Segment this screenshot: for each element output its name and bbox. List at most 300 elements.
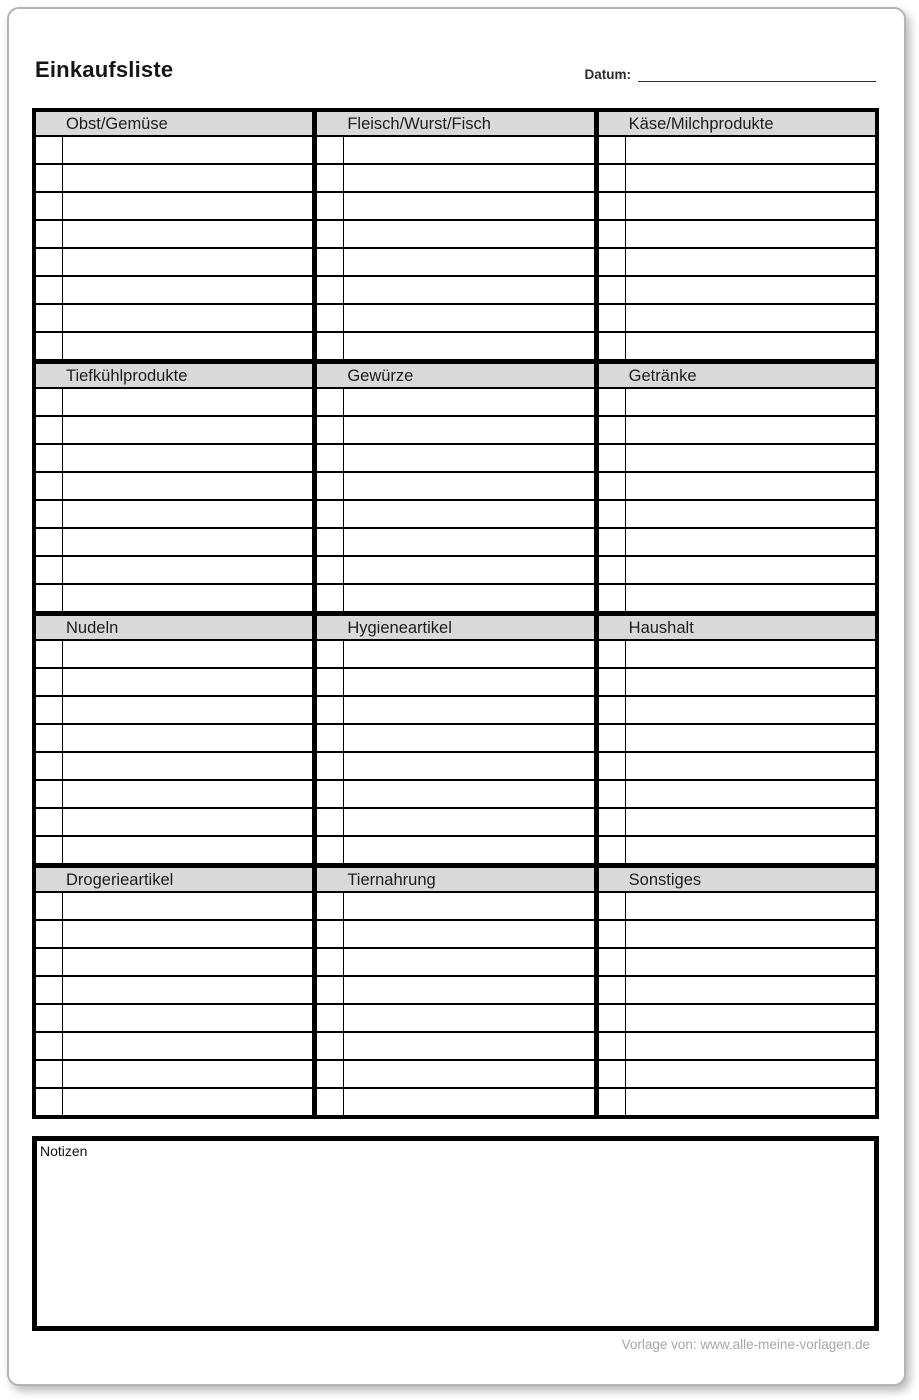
checkbox-cell[interactable] [36,753,63,779]
item-cell[interactable] [344,137,593,163]
checkbox-cell[interactable] [36,193,63,219]
checkbox-cell[interactable] [317,501,344,527]
checkbox-cell[interactable] [317,249,344,275]
item-cell[interactable] [344,557,593,583]
item-cell[interactable] [63,445,312,471]
checkbox-cell[interactable] [317,977,344,1003]
list-row [36,557,312,585]
item-cell[interactable] [344,445,593,471]
notes-area[interactable] [37,1159,874,1319]
checkbox-cell[interactable] [599,137,626,163]
checkbox-cell[interactable] [599,445,626,471]
list-row [599,753,875,781]
list-row [317,977,593,1005]
checkbox-cell[interactable] [317,669,344,695]
item-cell[interactable] [626,641,875,667]
item-cell[interactable] [63,725,312,751]
checkbox-cell[interactable] [36,585,63,611]
date-label: Datum: [584,67,631,82]
list-row [36,277,312,305]
category-block [36,616,875,863]
checkbox-cell[interactable] [36,165,63,191]
item-cell[interactable] [626,557,875,583]
list-row [36,893,312,921]
list-row [599,529,875,557]
item-cell[interactable] [626,949,875,975]
list-row [36,445,312,473]
list-row [317,893,593,921]
item-cell[interactable] [626,501,875,527]
checkbox-cell[interactable] [599,837,626,863]
category-header: Hygieneartikel [317,616,593,641]
checkbox-cell[interactable] [599,641,626,667]
list-row [317,697,593,725]
list-row [599,1033,875,1061]
checkbox-cell[interactable] [36,669,63,695]
checkbox-cell[interactable] [317,445,344,471]
list-row [599,445,875,473]
category-header: Tiefkühlprodukte [36,364,312,389]
item-cell[interactable] [344,921,593,947]
checkbox-cell[interactable] [599,501,626,527]
item-cell[interactable] [626,333,875,359]
checkbox-cell[interactable] [36,977,63,1003]
checkbox-cell[interactable] [599,529,626,555]
checkbox-cell[interactable] [317,1089,344,1115]
checkbox-cell[interactable] [599,893,626,919]
list-row [599,473,875,501]
page-content [9,9,904,1352]
checkbox-cell[interactable] [599,389,626,415]
checkbox-cell[interactable] [36,557,63,583]
item-cell[interactable] [344,697,593,723]
checkbox-cell[interactable] [599,949,626,975]
list-row [599,893,875,921]
checkbox-cell[interactable] [36,1061,63,1087]
checkbox-cell[interactable] [317,837,344,863]
item-cell[interactable] [344,305,593,331]
list-row [317,1033,593,1061]
item-cell[interactable] [63,389,312,415]
item-cell[interactable] [63,1033,312,1059]
item-cell[interactable] [344,333,593,359]
item-cell[interactable] [344,165,593,191]
item-cell[interactable] [626,137,875,163]
item-cell[interactable] [344,641,593,667]
category-header: Getränke [599,364,875,389]
list-row [36,249,312,277]
checkbox-cell[interactable] [599,697,626,723]
item-cell[interactable] [63,1061,312,1087]
item-cell[interactable] [626,305,875,331]
list-row [317,809,593,837]
item-cell[interactable] [63,165,312,191]
item-cell[interactable] [63,193,312,219]
item-cell[interactable] [63,781,312,807]
list-row [317,641,593,669]
checkbox-cell[interactable] [599,585,626,611]
checkbox-cell[interactable] [317,1061,344,1087]
list-row [599,725,875,753]
item-cell[interactable] [344,809,593,835]
item-cell[interactable] [626,893,875,919]
item-cell[interactable] [63,333,312,359]
list-row [599,165,875,193]
checkbox-cell[interactable] [36,473,63,499]
list-row [599,949,875,977]
checkbox-cell[interactable] [599,305,626,331]
category-section [317,112,593,359]
list-row [599,669,875,697]
item-cell[interactable] [344,753,593,779]
list-row [36,697,312,725]
checkbox-cell[interactable] [36,1089,63,1115]
list-row [599,193,875,221]
checkbox-cell[interactable] [36,389,63,415]
item-cell[interactable] [344,977,593,1003]
checkbox-cell[interactable] [599,1005,626,1031]
item-cell[interactable] [63,669,312,695]
list-row [317,249,593,277]
item-cell[interactable] [63,529,312,555]
item-cell[interactable] [63,921,312,947]
checkbox-cell[interactable] [599,1033,626,1059]
item-cell[interactable] [344,221,593,247]
checkbox-cell[interactable] [317,193,344,219]
list-row [317,837,593,863]
item-cell[interactable] [626,389,875,415]
checkbox-cell[interactable] [599,193,626,219]
checkbox-cell[interactable] [317,305,344,331]
category-section [599,112,875,359]
checkbox-cell[interactable] [599,921,626,947]
list-row [317,725,593,753]
list-row [36,529,312,557]
list-row [317,529,593,557]
category-block [36,868,875,1115]
list-row [317,1005,593,1033]
category-header: Haushalt [599,616,875,641]
item-cell[interactable] [344,585,593,611]
list-row [36,333,312,359]
list-row [317,389,593,417]
list-row [36,221,312,249]
checkbox-cell[interactable] [36,333,63,359]
checkbox-cell[interactable] [317,753,344,779]
checkbox-cell[interactable] [36,781,63,807]
list-row [36,921,312,949]
item-cell[interactable] [344,1089,593,1115]
item-cell[interactable] [63,557,312,583]
list-row [317,585,593,611]
list-row [36,977,312,1005]
notes-box [32,1136,879,1331]
item-cell[interactable] [63,585,312,611]
checkbox-cell[interactable] [36,501,63,527]
item-cell[interactable] [344,837,593,863]
list-row [317,165,593,193]
checkbox-cell[interactable] [317,893,344,919]
item-cell[interactable] [626,725,875,751]
checkbox-cell[interactable] [36,949,63,975]
item-cell[interactable] [63,501,312,527]
checkbox-cell[interactable] [317,557,344,583]
checkbox-cell[interactable] [36,277,63,303]
checkbox-cell[interactable] [599,781,626,807]
checkbox-cell[interactable] [36,921,63,947]
checkbox-cell[interactable] [317,221,344,247]
item-cell[interactable] [626,585,875,611]
item-cell[interactable] [63,249,312,275]
item-cell[interactable] [344,725,593,751]
list-row [317,501,593,529]
category-section [36,112,312,359]
checkbox-cell[interactable] [599,417,626,443]
item-cell[interactable] [626,753,875,779]
checkbox-cell[interactable] [36,809,63,835]
category-section [599,616,875,863]
item-cell[interactable] [344,389,593,415]
item-cell[interactable] [344,1033,593,1059]
item-cell[interactable] [344,473,593,499]
list-row [317,193,593,221]
item-cell[interactable] [626,1005,875,1031]
list-row [36,1033,312,1061]
page-title: Einkaufsliste [35,57,174,82]
checkbox-cell[interactable] [317,1005,344,1031]
list-row [599,1061,875,1089]
item-cell[interactable] [344,529,593,555]
item-cell[interactable] [344,249,593,275]
item-cell[interactable] [344,893,593,919]
item-cell[interactable] [344,417,593,443]
checkbox-cell[interactable] [36,305,63,331]
list-row [36,389,312,417]
list-row [317,949,593,977]
item-cell[interactable] [63,1005,312,1031]
list-row [599,837,875,863]
list-row [317,921,593,949]
list-row [599,333,875,359]
list-row [36,781,312,809]
item-cell[interactable] [626,165,875,191]
category-block [36,112,875,359]
checkbox-cell[interactable] [317,725,344,751]
category-section [36,364,312,611]
checkbox-cell[interactable] [317,277,344,303]
checkbox-cell[interactable] [317,809,344,835]
checkbox-cell[interactable] [317,165,344,191]
checkbox-cell[interactable] [36,137,63,163]
item-cell[interactable] [626,781,875,807]
item-cell[interactable] [344,501,593,527]
checkbox-cell[interactable] [36,529,63,555]
checkbox-cell[interactable] [317,417,344,443]
notes-label: Notizen [40,1143,88,1159]
shopping-list-table [32,108,879,1119]
item-cell[interactable] [626,1089,875,1115]
item-cell[interactable] [344,277,593,303]
list-row [36,1089,312,1115]
list-row [599,137,875,165]
category-section [317,868,593,1115]
checkbox-cell[interactable] [36,837,63,863]
checkbox-cell[interactable] [599,977,626,1003]
item-cell[interactable] [63,893,312,919]
list-row [36,753,312,781]
checkbox-cell[interactable] [317,529,344,555]
list-row [36,641,312,669]
checkbox-cell[interactable] [599,669,626,695]
checkbox-cell[interactable] [599,725,626,751]
item-cell[interactable] [344,781,593,807]
category-header: Obst/Gemüse [36,112,312,137]
item-cell[interactable] [344,193,593,219]
checkbox-cell[interactable] [36,249,63,275]
item-cell[interactable] [344,1061,593,1087]
list-row [36,725,312,753]
checkbox-cell[interactable] [36,641,63,667]
list-row [599,417,875,445]
checkbox-cell[interactable] [317,389,344,415]
list-row [599,305,875,333]
item-cell[interactable] [63,977,312,1003]
category-section [36,616,312,863]
category-section [317,364,593,611]
item-cell[interactable] [63,277,312,303]
item-cell[interactable] [626,837,875,863]
checkbox-cell[interactable] [599,249,626,275]
checkbox-cell[interactable] [599,557,626,583]
item-cell[interactable] [626,417,875,443]
checkbox-cell[interactable] [36,221,63,247]
checkbox-cell[interactable] [599,333,626,359]
item-cell[interactable] [626,669,875,695]
list-row [36,305,312,333]
checkbox-cell[interactable] [36,893,63,919]
list-row [599,557,875,585]
list-row [599,977,875,1005]
checkbox-cell[interactable] [599,1061,626,1087]
item-cell[interactable] [626,977,875,1003]
list-row [317,277,593,305]
checkbox-cell[interactable] [599,221,626,247]
item-cell[interactable] [626,445,875,471]
list-row [599,697,875,725]
category-section [317,616,593,863]
item-cell[interactable] [626,1061,875,1087]
item-cell[interactable] [63,641,312,667]
item-cell[interactable] [63,697,312,723]
list-row [317,781,593,809]
item-cell[interactable] [63,221,312,247]
checkbox-cell[interactable] [317,949,344,975]
category-section [599,868,875,1115]
list-row [36,809,312,837]
checkbox-cell[interactable] [36,697,63,723]
category-section [36,868,312,1115]
list-row [36,501,312,529]
list-row [317,417,593,445]
item-cell[interactable] [63,809,312,835]
checkbox-cell[interactable] [317,137,344,163]
item-cell[interactable] [626,529,875,555]
list-row [36,949,312,977]
item-cell[interactable] [344,669,593,695]
item-cell[interactable] [344,1005,593,1031]
checkbox-cell[interactable] [317,1033,344,1059]
category-header: Tiernahrung [317,868,593,893]
category-header: Drogerieartikel [36,868,312,893]
list-row [599,1089,875,1115]
list-row [36,473,312,501]
item-cell[interactable] [344,949,593,975]
list-row [317,753,593,781]
checkbox-cell[interactable] [599,277,626,303]
item-cell[interactable] [63,417,312,443]
checkbox-cell[interactable] [36,1033,63,1059]
item-cell[interactable] [626,921,875,947]
item-cell[interactable] [63,305,312,331]
item-cell[interactable] [63,137,312,163]
list-row [317,1061,593,1089]
list-row [599,641,875,669]
checkbox-cell[interactable] [317,641,344,667]
item-cell[interactable] [63,837,312,863]
item-cell[interactable] [626,193,875,219]
date-field-group [585,65,877,83]
list-row [317,221,593,249]
item-cell[interactable] [63,753,312,779]
list-row [36,669,312,697]
list-row [599,501,875,529]
item-cell[interactable] [626,221,875,247]
checkbox-cell[interactable] [599,753,626,779]
category-header: Gewürze [317,364,593,389]
checkbox-cell[interactable] [317,473,344,499]
checkbox-cell[interactable] [36,725,63,751]
checkbox-cell[interactable] [36,445,63,471]
date-input-line[interactable] [638,65,876,82]
checkbox-cell[interactable] [317,921,344,947]
checkbox-cell[interactable] [317,781,344,807]
item-cell[interactable] [63,1089,312,1115]
checkbox-cell[interactable] [36,1005,63,1031]
checkbox-cell[interactable] [599,1089,626,1115]
item-cell[interactable] [626,1033,875,1059]
checkbox-cell[interactable] [599,165,626,191]
list-row [317,669,593,697]
checkbox-cell[interactable] [317,585,344,611]
checkbox-cell[interactable] [36,417,63,443]
list-row [317,557,593,585]
checkbox-cell[interactable] [317,333,344,359]
list-row [599,585,875,611]
item-cell[interactable] [626,473,875,499]
category-header: Käse/Milchprodukte [599,112,875,137]
item-cell[interactable] [63,949,312,975]
checkbox-cell[interactable] [599,473,626,499]
checkbox-cell[interactable] [317,697,344,723]
item-cell[interactable] [626,809,875,835]
item-cell[interactable] [626,249,875,275]
checkbox-cell[interactable] [599,809,626,835]
list-row [317,333,593,359]
item-cell[interactable] [63,473,312,499]
item-cell[interactable] [626,277,875,303]
list-row [36,585,312,611]
item-cell[interactable] [626,697,875,723]
